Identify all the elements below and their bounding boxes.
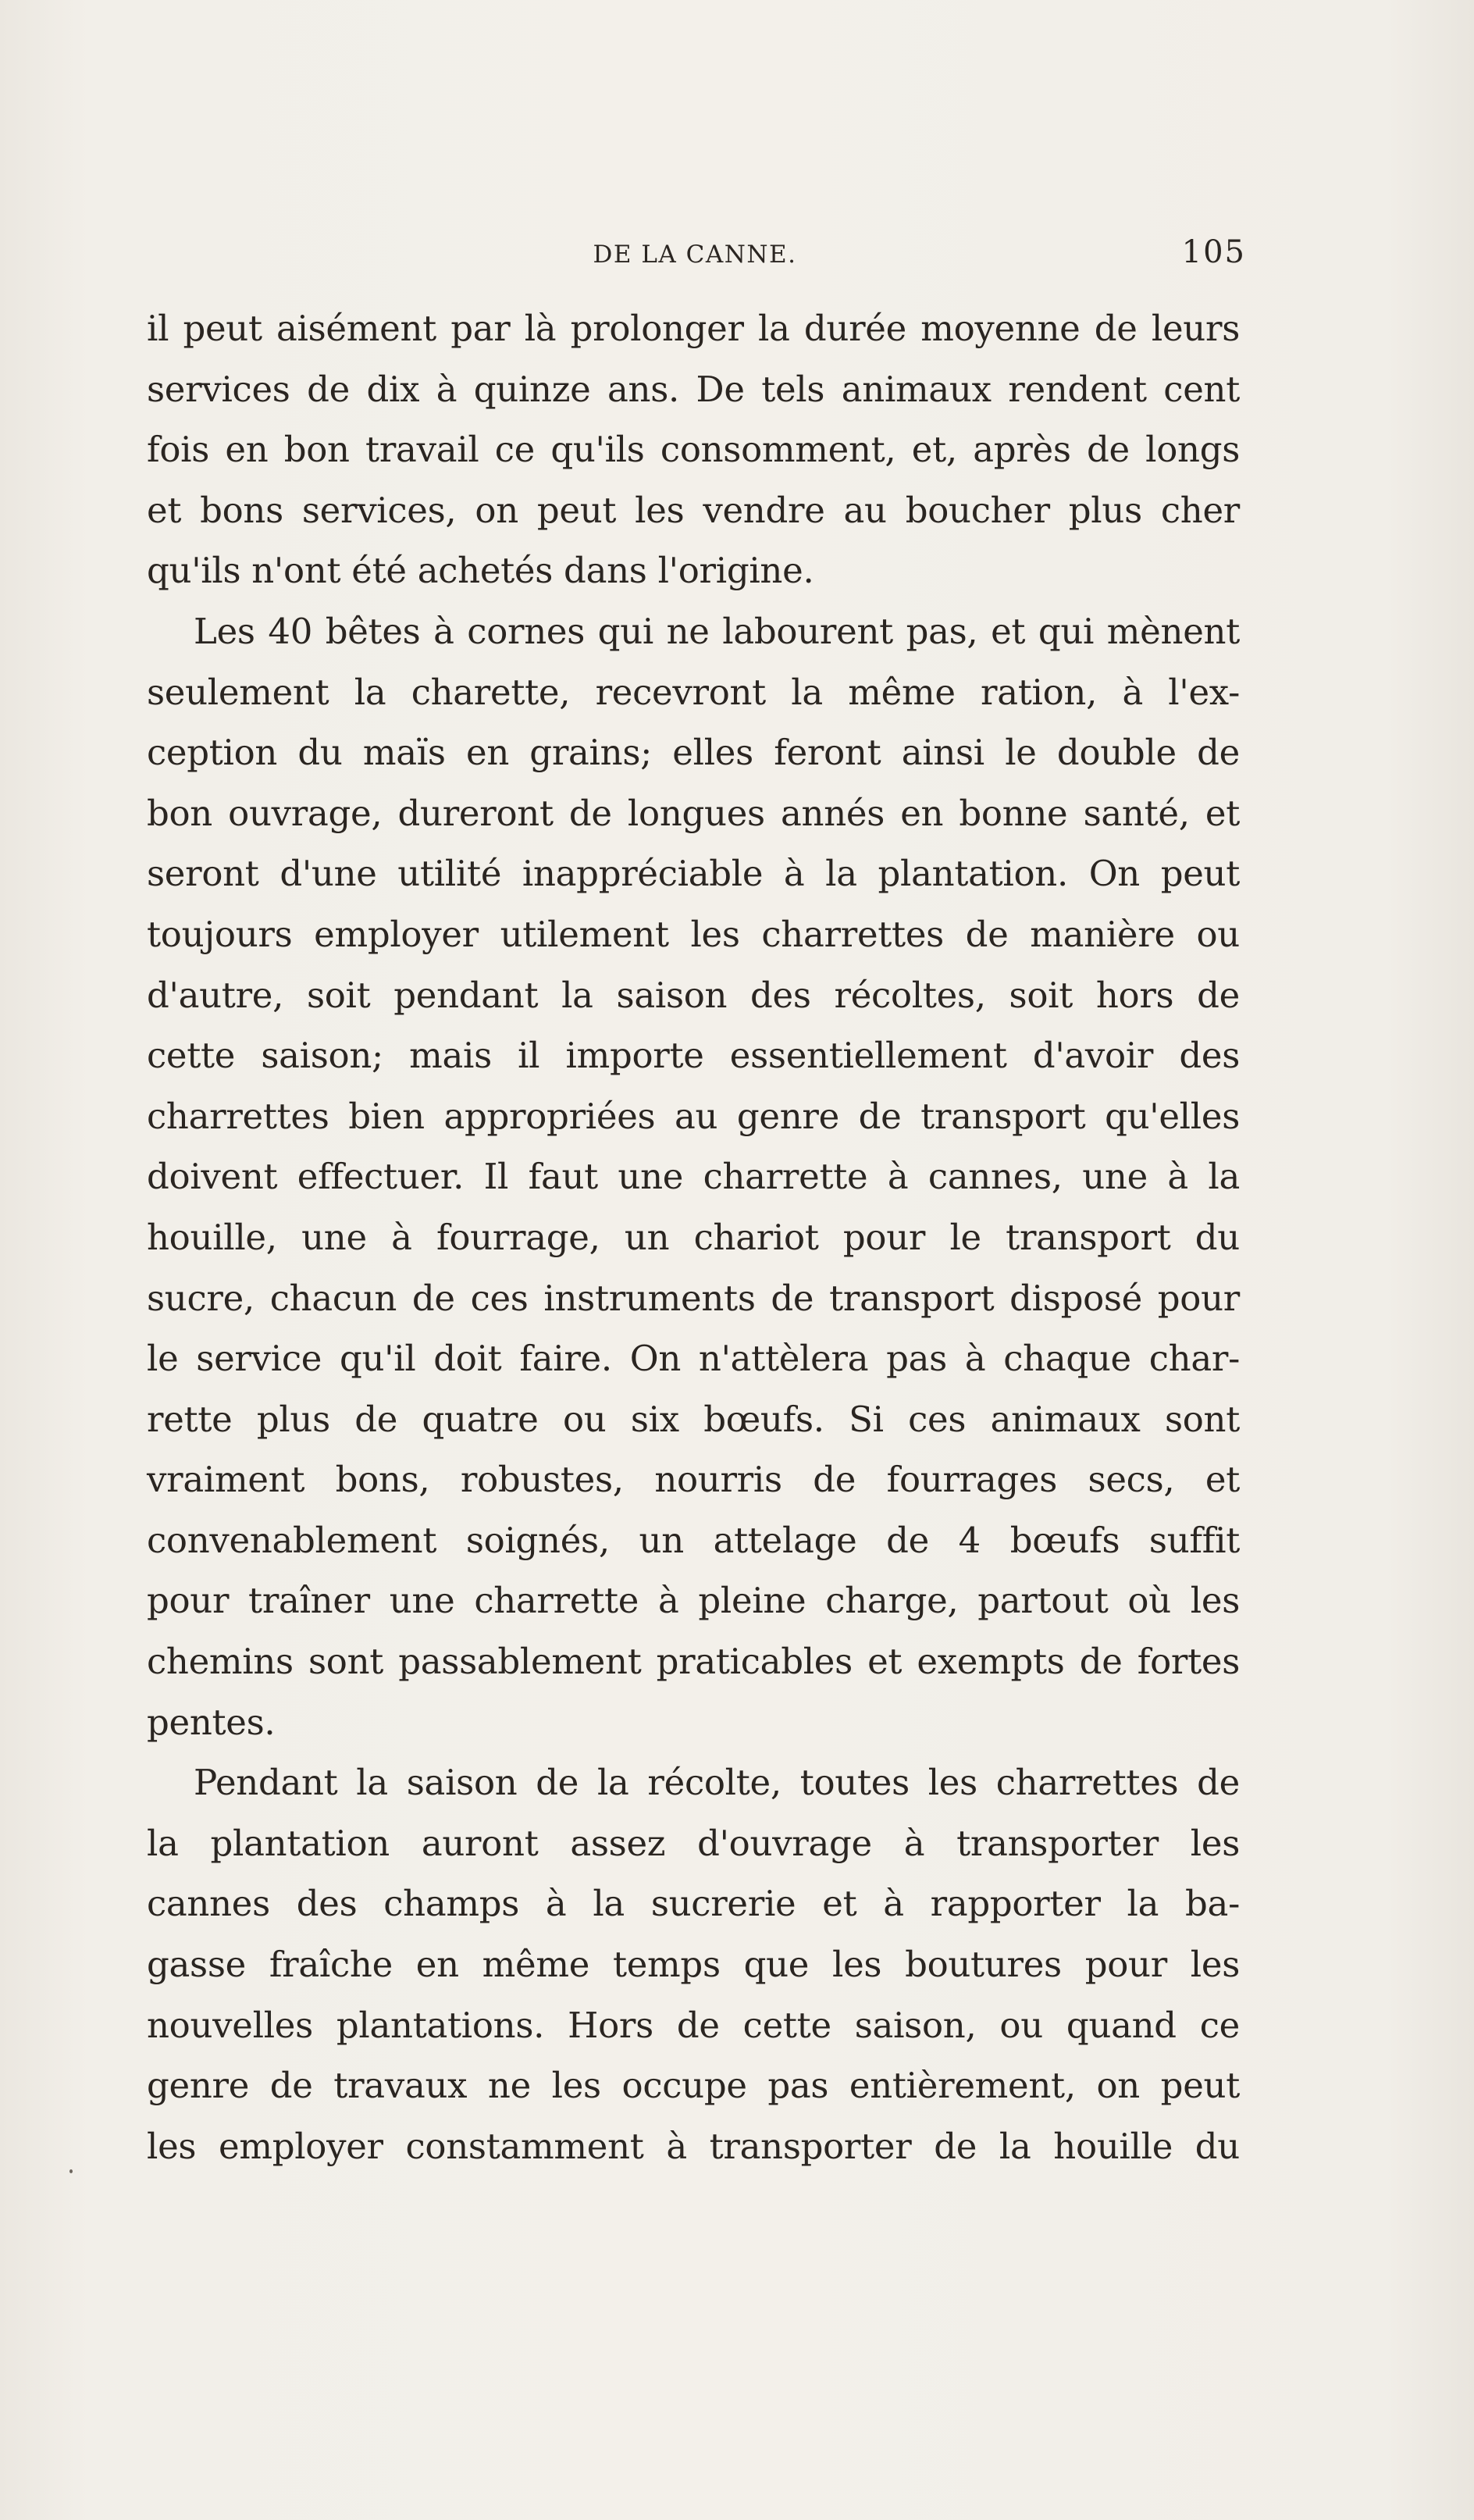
text-line: pour traîner une charrette à pleine charge, partout où les [147,1580,1240,1622]
text-line: ception du maïs en grains; elles feront ainsi le double de [147,732,1240,774]
text-line: genre de travaux ne les occupe pas entièrement, on peut [147,2065,1240,2107]
text-line: rette plus de quatre ou six bœufs. Si ces animaux sont [147,1398,1240,1440]
text-line: charrettes bien appropriées au genre de transport qu'elles [147,1095,1240,1137]
text-line: doivent effectuer. Il faut une charrette à cannes, une à la [147,1156,1240,1198]
text-line: il peut aisément par là prolonger la durée moyenne de leurs [147,308,1240,349]
text-line: la plantation auront assez d'ouvrage à transporter les [147,1822,1240,1864]
text-line: seront d'une utilité inappréciable à la plantation. On peut [147,853,1240,895]
paragraph-3 [147,1752,1240,2176]
ink-speck [69,2169,73,2173]
text-line: bon ouvrage, dureront de longues annés en bonne santé, et [147,792,1240,834]
text-line: houille, une à fourrage, un chariot pour le transport du [147,1216,1240,1258]
body-text [147,298,1240,2176]
text-line: sucre, chacun de ces instruments de transport disposé pour [147,1277,1240,1319]
text-line: et bons services, on peut les vendre au boucher plus cher [147,489,1240,531]
running-head [144,234,1246,281]
running-title: DE LA CANNE. [593,241,797,269]
text-line: fois en bon travail ce qu'ils consomment, et, après de longs [147,429,1240,471]
text-line: Les 40 bêtes à cornes qui ne labourent pas, et qui mènent [194,610,1240,652]
paragraph-1 [147,298,1240,601]
text-line: cette saison; mais il importe essentiellement d'avoir des [147,1035,1240,1077]
text-line: chemins sont passablement praticables et exempts de fortes [147,1641,1240,1683]
text-line: le service qu'il doit faire. On n'attèlera pas à chaque char- [147,1338,1240,1380]
text-line: les employer constamment à transporter de la houille du [147,2125,1240,2167]
text-line: services de dix à quinze ans. De tels animaux rendent cent [147,368,1240,410]
paragraph-2 [147,601,1240,1752]
text-line: d'autre, soit pendant la saison des récoltes, soit hors de [147,974,1240,1016]
text-line: vraiment bons, robustes, nourris de fourrages secs, et [147,1459,1240,1501]
text-line: toujours employer utilement les charrettes de manière ou [147,913,1240,955]
text-line: convenablement soignés, un attelage de 4 bœufs suffit [147,1519,1240,1561]
text-line: Pendant la saison de la récolte, toutes les charrettes de [194,1762,1240,1804]
text-line: cannes des champs à la sucrerie et à rapporter la ba- [147,1883,1240,1925]
text-line: nouvelles plantations. Hors de cette saison, ou quand ce [147,2004,1240,2046]
text-line: qu'ils n'ont été achetés dans l'origine. [147,550,814,592]
text-line: gasse fraîche en même temps que les boutures pour les [147,1944,1240,1986]
text-line: seulement la charette, recevront la même ration, à l'ex- [147,671,1240,713]
page-number: 105 [1181,234,1246,270]
text-line: pentes. [147,1701,276,1743]
